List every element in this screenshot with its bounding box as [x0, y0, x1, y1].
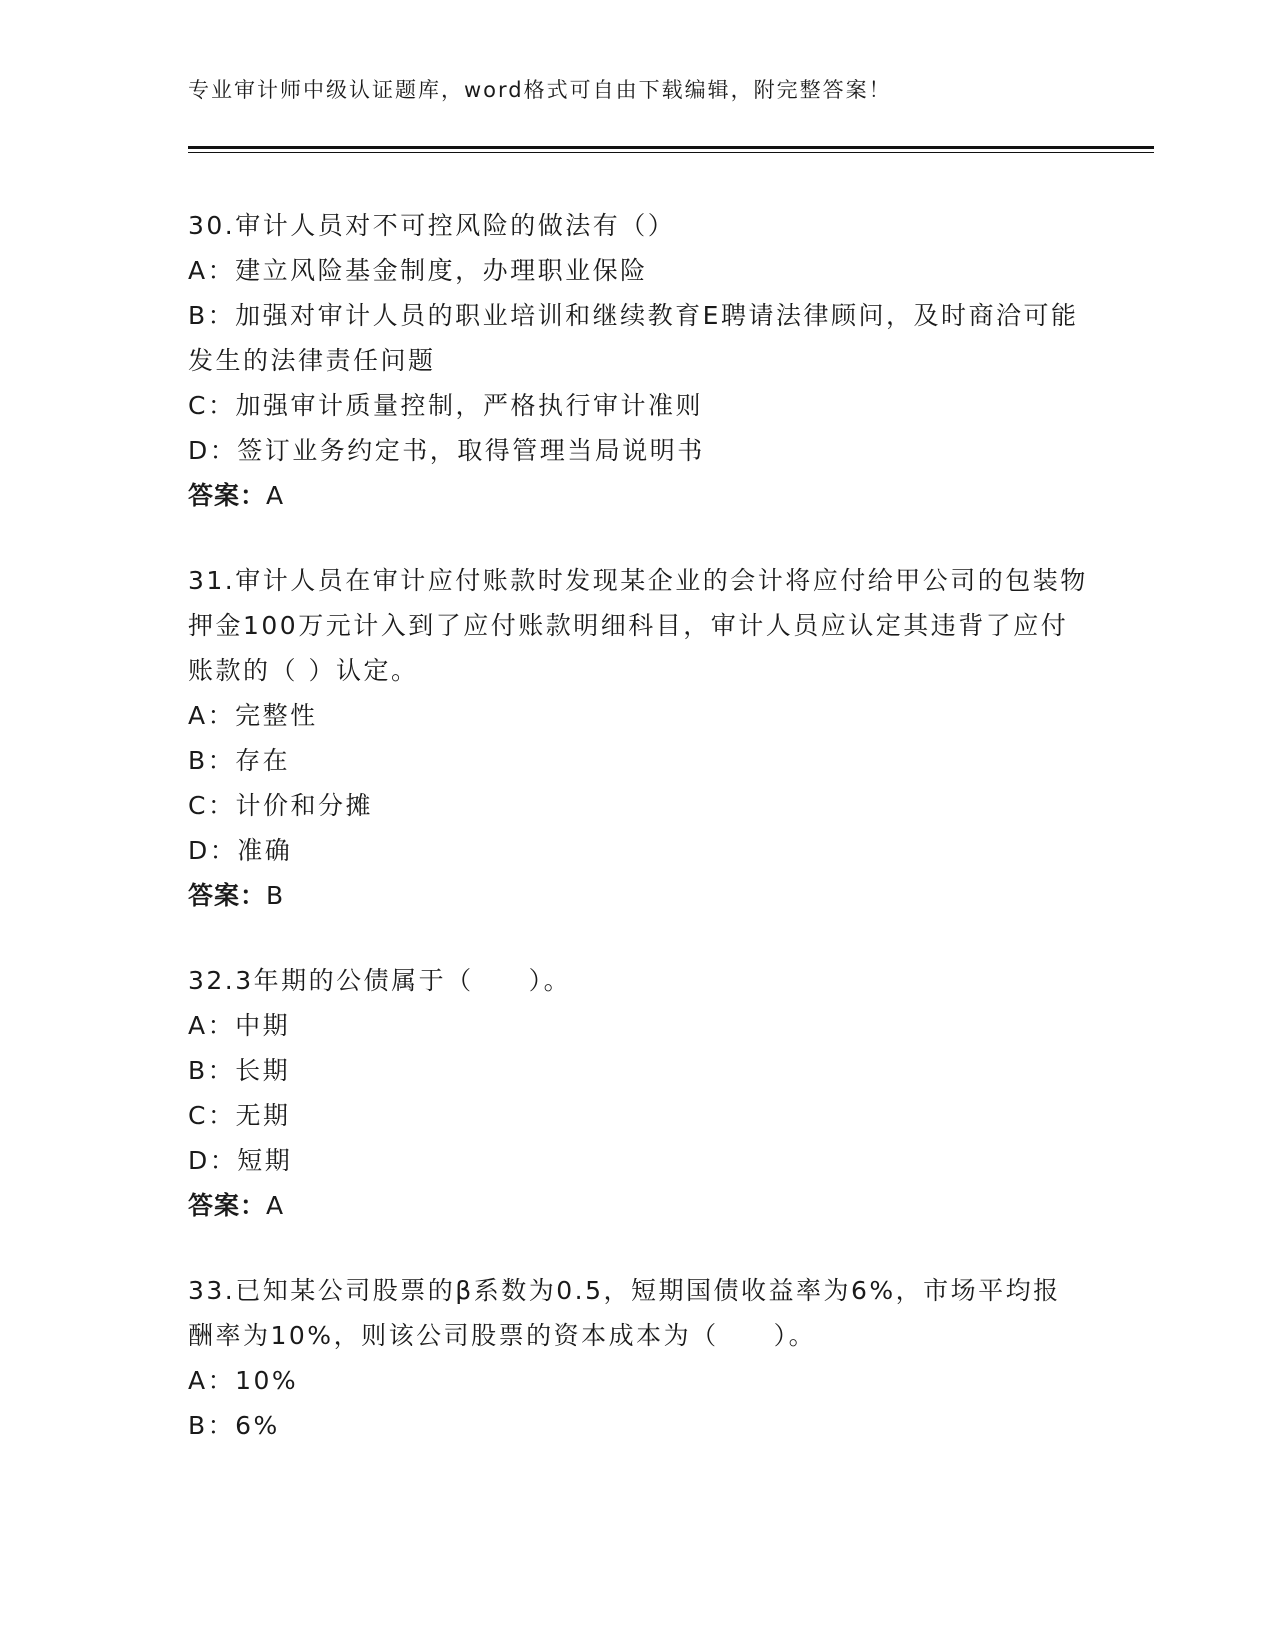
option-d: D：准确: [188, 836, 293, 865]
question-31: [188, 558, 1088, 918]
question-33: [188, 1268, 1088, 1448]
answer-label: 答案：: [188, 1191, 267, 1220]
option-b: B：存在: [188, 746, 291, 775]
option-b: B：长期: [188, 1056, 291, 1085]
answer-value: A: [266, 1191, 285, 1220]
answer-label: 答案：: [188, 481, 267, 510]
option-a: A：中期: [188, 1011, 291, 1040]
answer-label: 答案：: [188, 881, 267, 910]
question-stem: 32.3年期的公债属于（ ）。: [188, 966, 572, 995]
option-c: C：加强审计质量控制，严格执行审计准则: [188, 391, 703, 420]
answer-value: A: [266, 481, 285, 510]
question-stem: 30.审计人员对不可控风险的做法有（）: [188, 211, 676, 240]
option-c: C：计价和分摊: [188, 791, 373, 820]
option-d: D：短期: [188, 1146, 293, 1175]
option-b: B：6%: [188, 1411, 280, 1440]
question-list: [188, 203, 1088, 1488]
question-stem: 31.审计人员在审计应付账款时发现某企业的会计将应付给甲公司的包装物押金100万元计入到了应付账款明细科目，审计人员应认定其违背了应付账款的（ ）认定。: [188, 566, 1088, 685]
answer: [188, 1183, 1088, 1228]
answer: [188, 473, 1088, 518]
answer-value: B: [266, 881, 285, 910]
option-b: B：加强对审计人员的职业培训和继续教育E聘请法律顾问，及时商洽可能发生的法律责任问题: [188, 301, 1079, 375]
header-rule-thick: [188, 146, 1154, 149]
option-a: A：完整性: [188, 701, 318, 730]
option-d: D：签订业务约定书，取得管理当局说明书: [188, 436, 705, 465]
option-c: C：无期: [188, 1101, 291, 1130]
question-32: [188, 958, 1088, 1228]
question-30: [188, 203, 1088, 518]
option-a: A：10%: [188, 1366, 299, 1395]
header-note: 专业审计师中级认证题库，word格式可自由下载编辑，附完整答案！: [188, 78, 892, 102]
question-stem: 33.已知某公司股票的β系数为0.5，短期国债收益率为6%，市场平均报酬率为10%，则该公司股票的资本成本为（ ）。: [188, 1276, 1061, 1350]
header-rule-thin: [188, 152, 1154, 153]
answer: [188, 873, 1088, 918]
option-a: A：建立风险基金制度，办理职业保险: [188, 256, 648, 285]
